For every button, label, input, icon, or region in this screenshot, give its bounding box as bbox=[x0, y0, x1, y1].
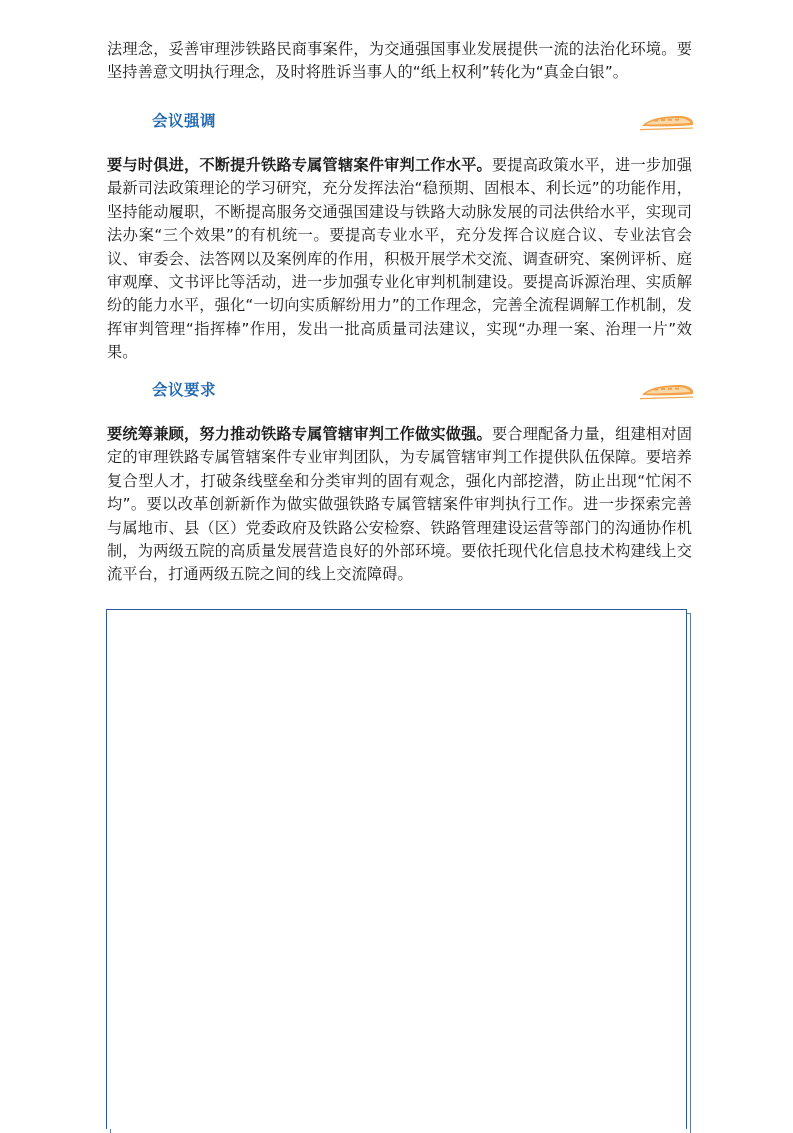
content-frame bbox=[106, 609, 687, 1129]
requirements-paragraph-text: 要合理配备力量，组建相对固定的审理铁路专属管辖案件专业审判团队，为专属管辖审判工作提供队伍保障。要培养复合型人才，打破条线壁垒和分类审判的固有观念，强化内部挖潜，防止出现“忙闲不均”。要以改革创新新作为做实做强铁路专属管辖案件审判执行工作。进一步探索完善与属地市、县（区）党委政府及铁路公安检察、铁路管理建设运营等部门的沟通协作机制，为两级五院的高质量发展营造良好的外部环境。要依托现代化信息技术构建线上交流平台，打通两级五院之间的线上交流障碍。 bbox=[107, 425, 692, 584]
emphasis-paragraph-text: 要提高政策水平，进一步加强最新司法政策理论的学习研究，充分发挥法治“稳预期、固根本、利长远”的功能作用，坚持能动履职，不断提高服务交通强国建设与铁路大动脉发展的司法供给水平，实现司法办案“三个效果”的有机统一。要提高专业水平，充分发挥合议庭合议、专业法官会议、审委会、法答网以及案例库的作用，积极开展学术交流、调查研究、案例评析、庭审观摩、文书评比等活动，进一步加强专业化审判机制建设。要提高诉源治理、实质解纷的能力水平，强化“一切向实质解纷用力”的工作理念，完善全流程调解工作机制，发挥审判管理“指挥棒”作用，发出一批高质量司法建议，实现“办理一案、治理一片”效果。 bbox=[107, 156, 692, 362]
intro-paragraph-text: 法理念，妥善审理涉铁路民商事案件，为交通强国事业发展提供一流的法治化环境。要坚持善意文明执行理念，及时将胜诉当事人的“纸上权利”转化为“真金白银”。 bbox=[107, 40, 692, 82]
high-speed-train-icon bbox=[640, 113, 694, 131]
requirements-paragraph-lead: 要统筹兼顾，努力推动铁路专属管辖审判工作做实做强。 bbox=[107, 425, 492, 443]
emphasis-paragraph bbox=[107, 154, 692, 365]
intro-paragraph bbox=[107, 38, 692, 85]
requirements-paragraph bbox=[107, 423, 692, 587]
emphasis-paragraph-lead: 要与时俱进，不断提升铁路专属管辖案件审判工作水平。 bbox=[107, 156, 492, 174]
section-heading-requirements: 会议要求 bbox=[152, 381, 217, 399]
high-speed-train-icon bbox=[640, 382, 694, 400]
section-heading-emphasis: 会议强调 bbox=[152, 112, 217, 130]
